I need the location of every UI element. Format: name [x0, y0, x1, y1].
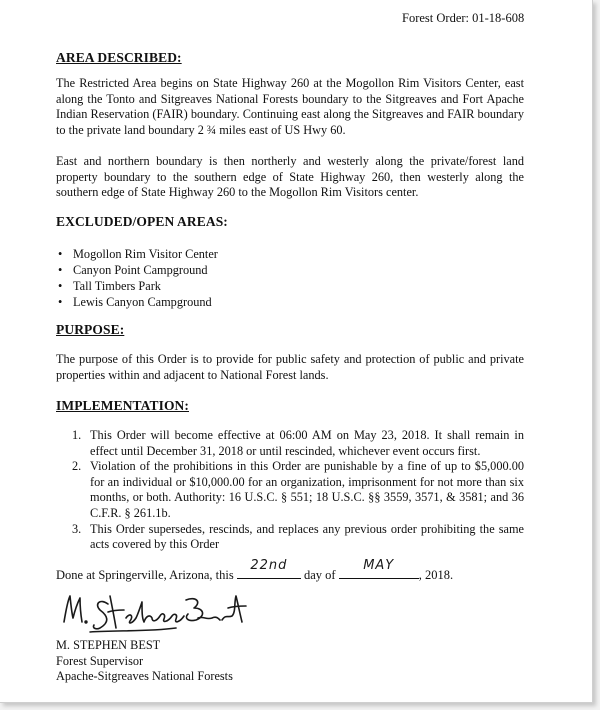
year-text: , 2018. [418, 568, 454, 582]
signer-block [56, 638, 233, 685]
signer-name: M. STEPHEN BEST [56, 638, 161, 652]
month-blank [339, 558, 419, 579]
signature [56, 588, 256, 640]
done-at-line [56, 558, 454, 583]
item-number: 2. [72, 459, 82, 474]
day-of-label: day of [304, 568, 336, 582]
signature-mark [56, 588, 256, 640]
handwritten-day: 22nd [250, 558, 288, 573]
list-item [72, 428, 524, 459]
item-text: This Order supersedes, rescinds, and replaces any previous order prohibiting the same acts covered by this Order [90, 521, 524, 552]
signer-organization: Apache-Sitgreaves National Forests [56, 669, 233, 683]
area-described-heading: AREA DESCRIBED: [56, 50, 182, 65]
list-item [72, 459, 524, 521]
handwritten-month: MAY [363, 558, 395, 573]
list-item: • Canyon Point Campground [56, 262, 218, 278]
item-number: 3. [72, 521, 82, 536]
purpose-paragraph: The purpose of this Order is to provide for public safety and protection of public and private properties within and adjacent to National Forest lands. [56, 352, 524, 382]
purpose-heading: PURPOSE: [56, 322, 125, 337]
signer-title: Forest Supervisor [56, 653, 144, 668]
area-description-paragraph-2: East and northern boundary is then northerly and westerly along the private/forest land property boundary to the southern edge of State Highway 260, then westerly along the southern edge of State Highway 260 to the Mogollon Rim Visitors center. [56, 154, 524, 200]
list-item [72, 522, 524, 553]
excluded-areas-list [56, 246, 218, 310]
excluded-areas-heading: EXCLUDED/OPEN AREAS: [56, 214, 228, 229]
implementation-list [72, 428, 524, 553]
done-prefix: Done at Springerville, Arizona, this [56, 568, 234, 582]
order-number: Forest Order: 01-18-608 [402, 11, 525, 25]
day-blank [237, 558, 301, 579]
list-item: • Lewis Canyon Campground [56, 294, 218, 310]
area-description-paragraph-1: The Restricted Area begins on State Highway 260 at the Mogollon Rim Visitors Center, east along the Tonto and Sitgreaves National Forests boundary to the Sitgreaves and Fort Apache Indian Reservation (FAIR) boundary. Continuing east along the Sitgreaves and FAIR boundary to the private land boundary 2 ¾ miles east of US Hwy 60. [56, 76, 524, 137]
implementation-heading: IMPLEMENTATION: [56, 398, 189, 413]
item-number: 1. [72, 428, 82, 442]
item-text: This Order will become effective at 06:00 AM on May 23, 2018. It shall remain in effect until December 31, 2018 or until rescinded, whichever event occurs first. [90, 428, 524, 458]
list-item: • Mogollon Rim Visitor Center [56, 246, 218, 262]
item-text: Violation of the prohibitions in this Order are punishable by a fine of up to $5,000.00 for an individual or $10,000.00 for an organization, imprisonment for not more than six months, or both. Authority: 16 U.S.C. § 551; 18 U.S.C. §§ 3559, 3571, & 3581; and 36 C.F.R. § 261.1b. [90, 459, 524, 520]
list-item: • Tall Timbers Park [56, 278, 218, 294]
